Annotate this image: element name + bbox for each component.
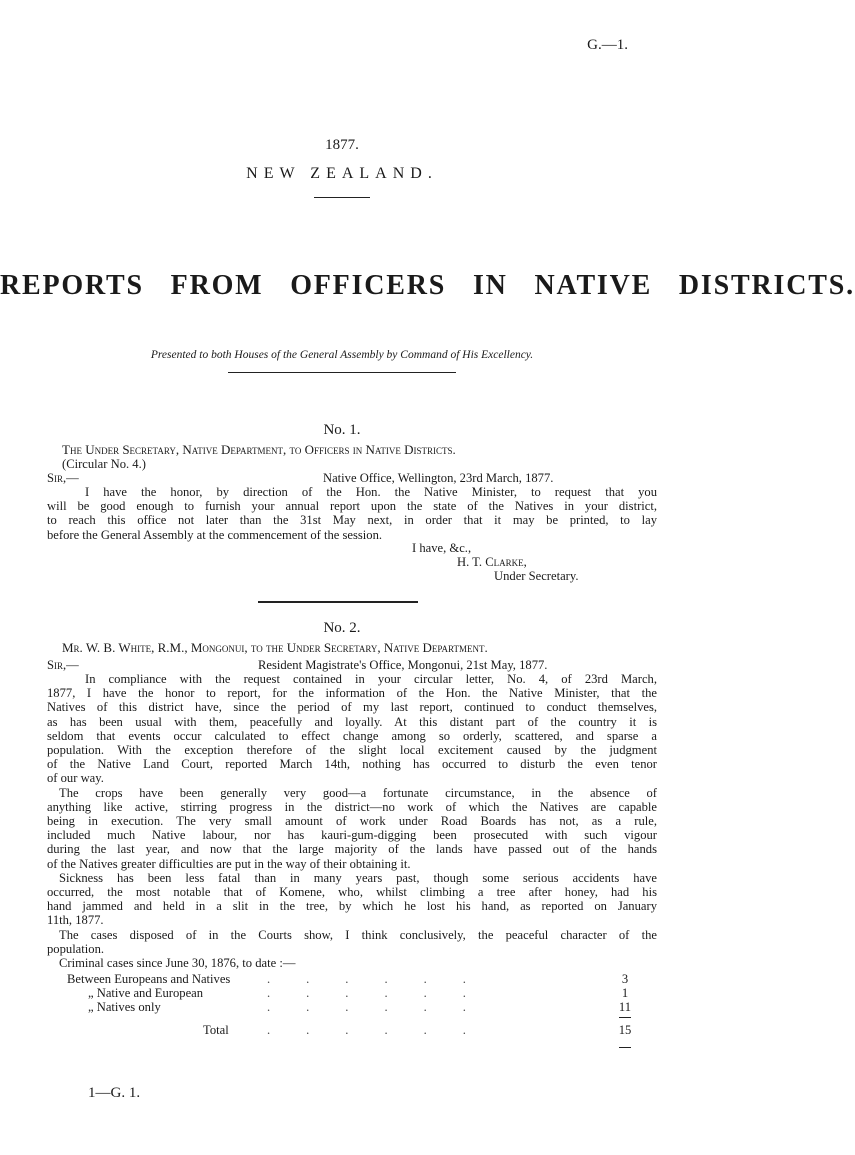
no1-body bbox=[47, 485, 657, 542]
no2-body bbox=[47, 672, 657, 970]
main-title: REPORTS FROM OFFICERS IN NATIVE DISTRICTS. bbox=[0, 270, 855, 301]
no2-line: population. bbox=[47, 941, 105, 956]
leader-dots: ...... bbox=[267, 1000, 502, 1015]
report-year: 1877. bbox=[325, 137, 359, 153]
no2-line: during the last year, and now that the large majority of the lands have passed out of the hands bbox=[47, 842, 657, 857]
no2-line: 11th, 1877. bbox=[47, 913, 104, 928]
table-total-value: 15 bbox=[618, 1022, 632, 1037]
footer-signature-mark: 1—G. 1. bbox=[88, 1085, 141, 1101]
no1-signature-title: Under Secretary. bbox=[494, 569, 579, 583]
no1-signature: H. T. Clarke, bbox=[457, 555, 527, 569]
title-divider bbox=[314, 197, 370, 198]
table-row bbox=[47, 972, 657, 986]
table-row-value: 1 bbox=[621, 986, 629, 1001]
table-row-label: Between Europeans and Natives bbox=[67, 972, 231, 986]
no1-circular: (Circular No. 4.) bbox=[62, 457, 146, 471]
country-heading: NEW ZEALAND. bbox=[246, 165, 438, 182]
leader-dots: ...... bbox=[267, 1022, 502, 1037]
no2-line: anything like active, stirring progress in the district—no work of which the Natives are capable bbox=[47, 799, 657, 814]
no1-address: The Under Secretary, Native Department, to Officers in Native Districts. bbox=[62, 442, 456, 457]
no2-line: of the Native Land Court, reported March 14th, nothing has occurred to disturb the even tenor bbox=[47, 757, 657, 772]
page-reference: G.—1. bbox=[587, 37, 628, 53]
no1-line: will be good enough to furnish your annual report upon the state of the Natives in your district, bbox=[47, 499, 657, 514]
no2-line: Natives of this district have, since the period of my last report, continued to conduct themselves, bbox=[47, 700, 657, 715]
leader-dots: ...... bbox=[267, 986, 502, 1001]
table-row-label: „ Natives only bbox=[88, 1000, 161, 1015]
total-rule bbox=[619, 1017, 631, 1018]
table-total-label: Total bbox=[203, 1022, 229, 1037]
no1-heading: No. 1. bbox=[323, 422, 361, 438]
criminal-cases-table bbox=[47, 972, 657, 1037]
no2-line: included much Native labour, nor has kauri-gum-digging been prosecuted with such vigour bbox=[47, 828, 657, 843]
no2-line: 1877, I have the honor to report, for the information of the Hon. the Native Minister, that the bbox=[47, 686, 657, 701]
no2-heading: No. 2. bbox=[323, 620, 361, 636]
no2-line: population. With the exception therefore of the slight local excitement caused by the judgment bbox=[47, 743, 657, 758]
no2-line: occurred, the most notable that of Komene, who, whilst climbing a tree after honey, had his bbox=[47, 885, 657, 900]
table-row-value: 3 bbox=[621, 972, 629, 986]
presented-line: Presented to both Houses of the General Assembly by Command of His Excellency. bbox=[150, 349, 534, 361]
no1-closing: I have, &c., bbox=[412, 541, 472, 555]
no1-dateline: Native Office, Wellington, 23rd March, 1877. bbox=[323, 471, 554, 485]
no1-line: before the General Assembly at the commencement of the session. bbox=[47, 527, 383, 542]
no2-line: Sickness has been less fatal than in many years past, though some serious accidents have bbox=[59, 870, 657, 885]
no2-line: as has been usual with them, peacefully and loyally. At this distant part of the country it is bbox=[47, 714, 657, 729]
no1-salutation: Sir,— bbox=[47, 471, 79, 485]
no2-line: hand jammed and held in a slit in the tree, by which he lost his hand, as reported on January bbox=[47, 899, 657, 914]
table-row bbox=[47, 1000, 657, 1014]
table-row-value: 11 bbox=[618, 1000, 632, 1015]
table-total-row bbox=[47, 1023, 657, 1037]
no2-line: The cases disposed of in the Courts show, I think conclusively, the peaceful character of the bbox=[59, 927, 657, 942]
no2-line: of the Natives greater difficulties are put in the way of their obtaining it. bbox=[47, 856, 411, 871]
section-divider bbox=[258, 601, 418, 603]
table-row bbox=[47, 986, 657, 1000]
no2-address: Mr. W. B. White, R.M., Mongonui, to the Under Secretary, Native Department. bbox=[62, 640, 488, 655]
no2-line: Criminal cases since June 30, 1876, to date :— bbox=[59, 956, 296, 971]
no2-salutation: Sir,— bbox=[47, 658, 79, 672]
no2-line: being in execution. The very small amount of work under Road Boards has not, as a rule, bbox=[47, 814, 657, 829]
no1-line: I have the honor, by direction of the Hon. the Native Minister, to request that you bbox=[85, 485, 657, 499]
leader-dots: ...... bbox=[267, 972, 502, 986]
no2-dateline: Resident Magistrate's Office, Mongonui, 21st May, 1877. bbox=[258, 658, 548, 672]
table-row-label: „ Native and European bbox=[88, 986, 204, 1001]
no2-line: of our way. bbox=[47, 771, 104, 786]
no2-line: The crops have been generally very good—a fortunate circumstance, in the absence of bbox=[59, 785, 657, 800]
no2-line: seldom that events occur calculated to effect change among so orderly, scattered, and sparse a bbox=[47, 728, 657, 743]
total-underline bbox=[619, 1047, 631, 1048]
presented-divider bbox=[228, 372, 456, 373]
no2-line: In compliance with the request contained in your circular letter, No. 4, of 23rd March, bbox=[85, 672, 657, 686]
no1-line: to reach this office not later than the 31st May next, in order that it may be printed, to lay bbox=[47, 513, 657, 528]
